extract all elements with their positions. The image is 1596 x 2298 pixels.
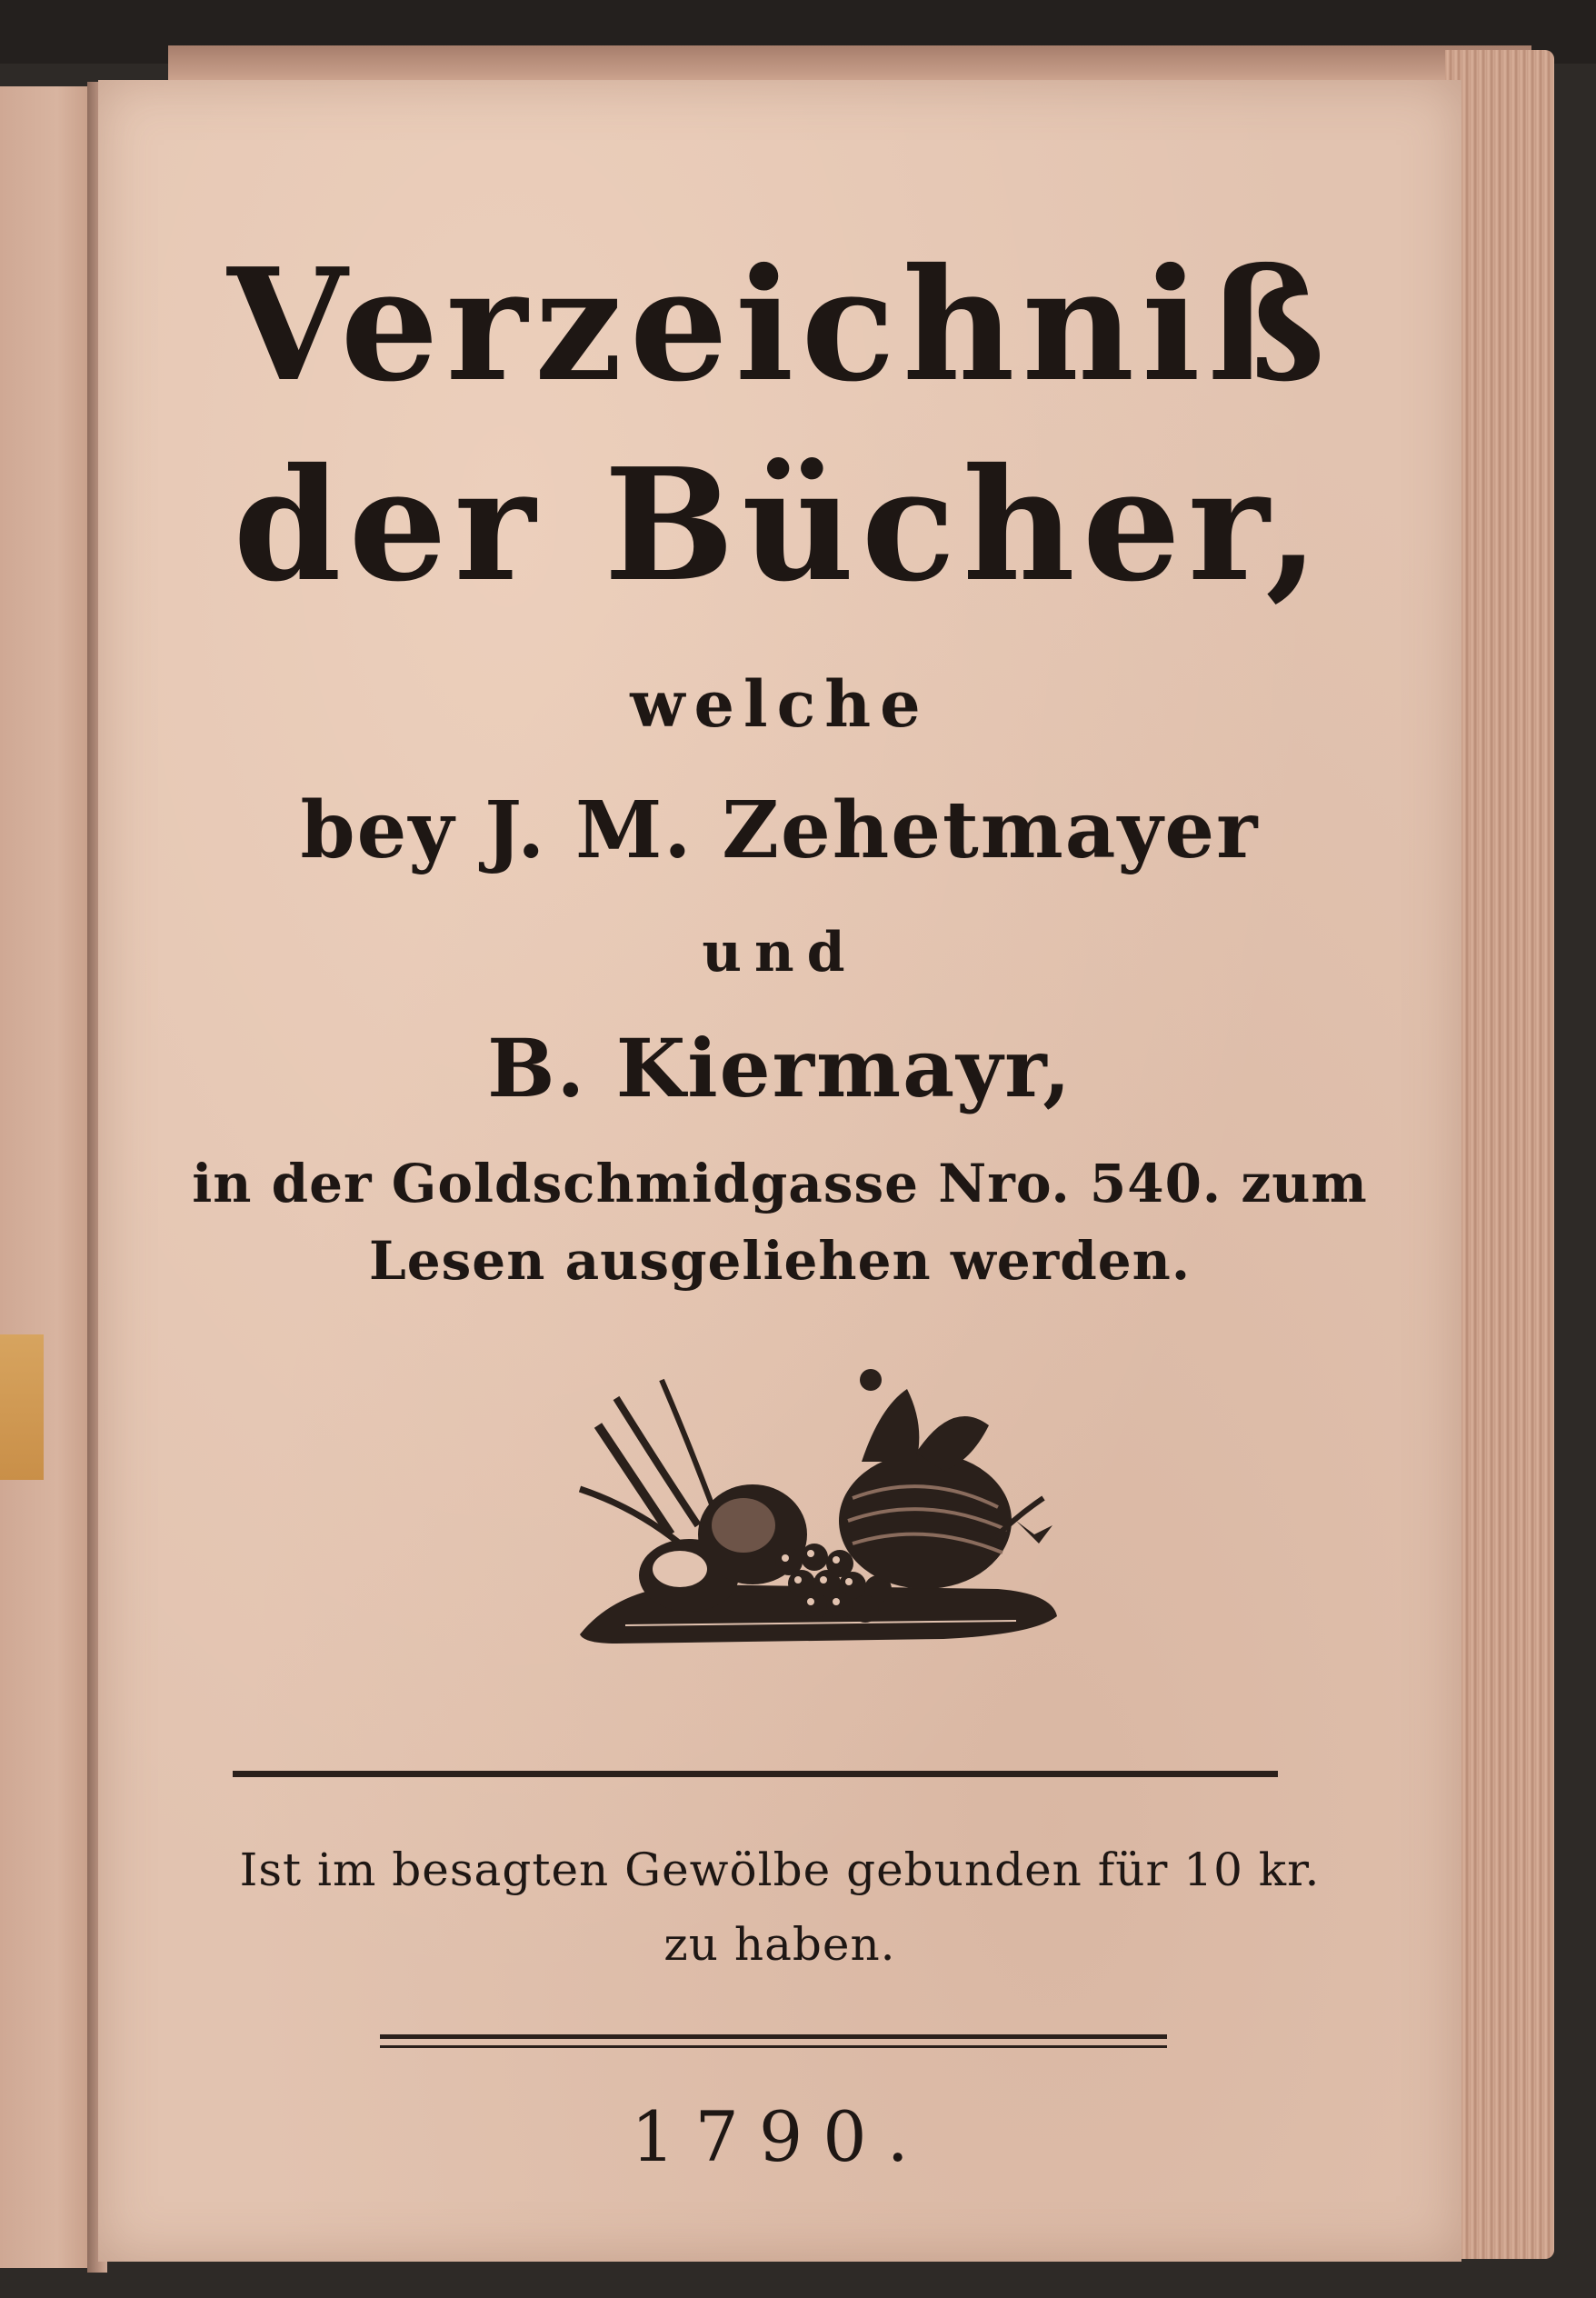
left-endpaper: [0, 86, 95, 2268]
line-und: und: [702, 921, 858, 984]
line-publisher-1: bey J. M. Zehetmayer: [300, 784, 1260, 876]
page-stack-top: [168, 45, 1531, 82]
page-stack-edges: [1445, 50, 1554, 2259]
title-line-1: Verzeichniß: [227, 235, 1332, 416]
address-line-2: Lesen ausgeliehen werden.: [368, 1230, 1192, 1292]
publication-year: 1790.: [631, 2096, 929, 2177]
line-welche: welche: [630, 666, 930, 742]
paper-tab: [0, 1334, 44, 1480]
fruit-basket-vignette: [562, 1362, 1071, 1662]
divider-rule-bottom-thin: [380, 2045, 1167, 2048]
address-line-1: in der Goldschmidgasse Nro. 540. zum: [192, 1153, 1368, 1214]
price-line-2: zu haben.: [663, 1918, 896, 1971]
title-page: [98, 80, 1461, 2262]
price-line-1: Ist im besagten Gewölbe gebunden für 10 kr.: [239, 1843, 1321, 1896]
title-line-2: der Bücher,: [233, 435, 1327, 616]
line-publisher-2: B. Kiermayr,: [487, 1021, 1072, 1115]
divider-rule-bottom: [380, 2034, 1167, 2039]
divider-rule-top: [233, 1771, 1278, 1777]
